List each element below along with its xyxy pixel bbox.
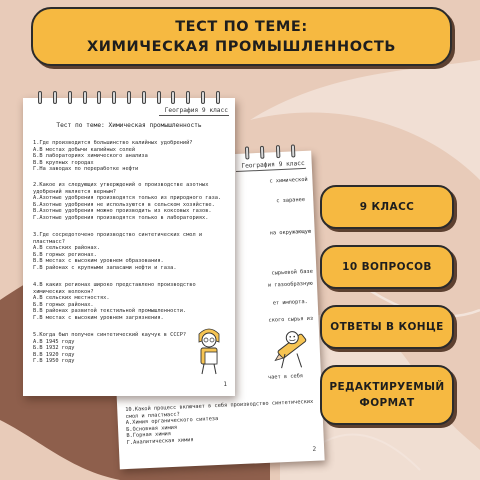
grade-tag-label: 9 КЛАСС [359, 201, 415, 213]
text-fragment: на окружающую [269, 228, 312, 237]
question-2: 2.Какое из следующих утверждений о производстве азотных удобрений является верным? А.Азотные удобрения производятся только из природного газа. Б.Азотные удобрения не используются в сельском хозяйстве. В.Азотные удобрения можно производить из коксовых газов. Г.Азотные удобрения производятся только в лабораториях. [33, 182, 222, 221]
text-fragment: и газообразную [267, 280, 313, 289]
page-subject-label: География 9 класс [159, 107, 229, 116]
answers-tag [320, 305, 454, 349]
question-10: 10.Какой процесс включает в себя производство синтетических смол и пластмасс? А.Химия органического синтеза Б.Основная химия В.Горная химия Г.Аналитическая химия [125, 398, 314, 446]
banner-title-line1: ТЕСТ ПО ТЕМЕ: [175, 18, 308, 35]
pencil-character-illustration [270, 323, 314, 373]
question-5: 5.Когда был получен синтетический каучук в СССР? А.В 1945 году Б.В 1932 году В.В 1920 году Г.В 1950 году [33, 332, 187, 365]
text-fragment: чает в себя [267, 373, 304, 381]
answers-tag-label: ОТВЕТЫ В КОНЦЕ [330, 321, 444, 333]
editable-format-tag [320, 365, 454, 425]
worksheet-page-1 [23, 98, 235, 396]
question-1: 1.Где производится большинство калийных удобрений? А.В местах добычи калийных солей Б.В лабораториях химического анализа В.В крупных городах Г.На заводах по переработке нефти [33, 140, 193, 173]
page-number: 1 [223, 381, 227, 388]
grade-tag [320, 185, 454, 229]
text-fragment: ет импорта. [272, 298, 308, 307]
questions-count-tag [320, 245, 454, 289]
student-character-illustration [191, 326, 227, 376]
text-fragment: сырьевой базе [271, 268, 314, 277]
text-fragment: ского сырья из [268, 315, 314, 324]
spiral-binding [23, 91, 235, 105]
title-banner [31, 7, 452, 66]
question-4: 4.В каких регионах широко представлено производство химических волокон? А.В сельских местностях. Б.В горных районах. В.В районах развитой текстильной промышленности. Г.В местах с высоким уровнем загрязнения. [33, 282, 196, 321]
questions-count-label: 10 ВОПРОСОВ [342, 261, 432, 273]
page-number: 2 [312, 445, 317, 453]
worksheet-title: Тест по теме: Химическая промышленность [56, 122, 202, 129]
page-subject-label: География 9 класс [235, 160, 306, 172]
banner-title-line2: ХИМИЧЕСКАЯ ПРОМЫШЛЕННОСТЬ [86, 38, 396, 55]
question-3: 3.Где сосредоточено производство синтетических смол и пластмасс? А.В сельских районах. Б.В горных регионах. В.В местах с высоким уровнем образования. Г.В районах с крупными запасами нефти и газа. [33, 232, 203, 271]
text-fragment: с химической [269, 176, 308, 185]
text-fragment: с заранее [276, 196, 306, 205]
editable-tag-line1: РЕДАКТИРУЕМЫЙ [329, 381, 445, 393]
editable-tag-line2: ФОРМАТ [359, 397, 415, 409]
